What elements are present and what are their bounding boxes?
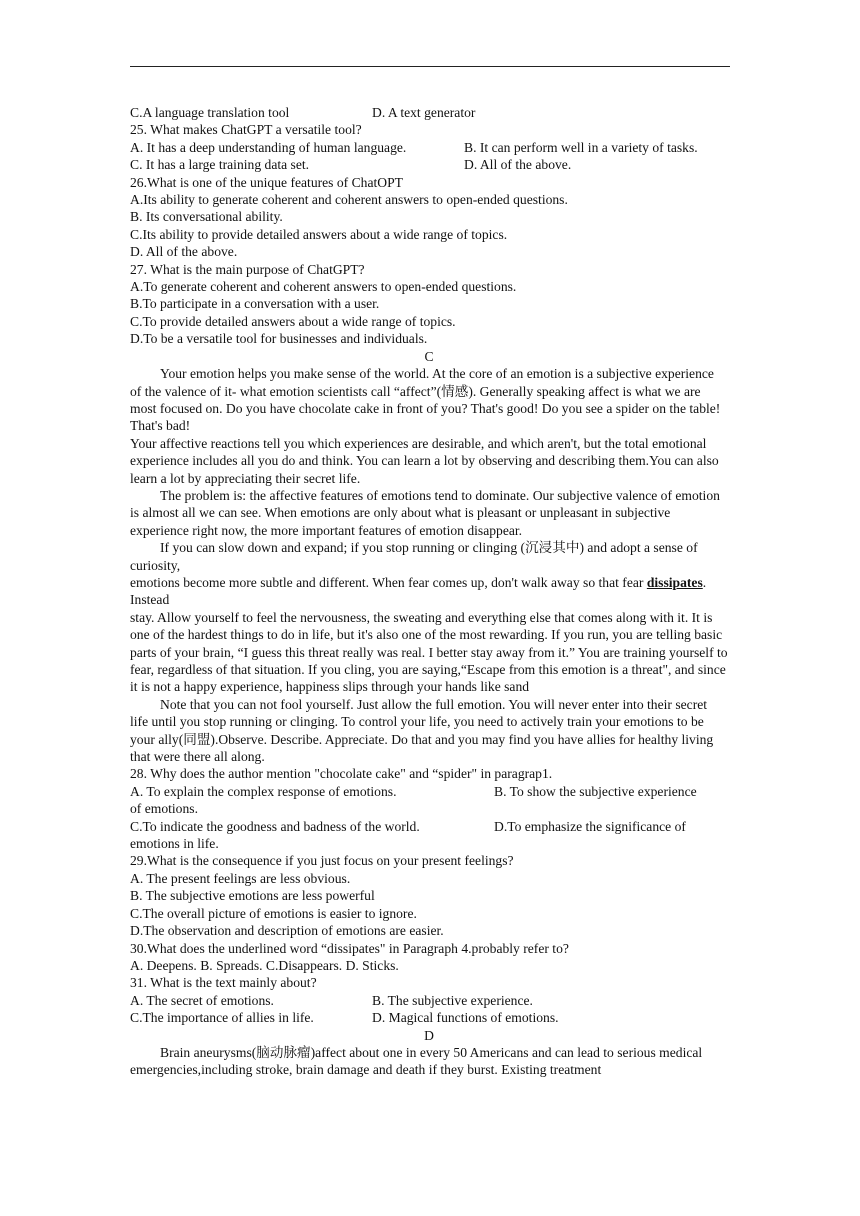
q31-option-a: A. The secret of emotions. [130, 992, 274, 1008]
q25-option-b: B. It can perform well in a variety of tasks. [464, 139, 698, 155]
q27-stem: 27. What is the main purpose of ChatGPT? [130, 261, 365, 277]
q26-option-a: A.Its ability to generate coherent and coherent answers to open-ended questions. [130, 192, 568, 208]
q27-option-a: A.To generate coherent and coherent answers to open-ended questions. [130, 279, 517, 295]
q26-option-c: C.Its ability to provide detailed answers about a wide range of topics. [130, 226, 508, 242]
p4c-text: . Instead [130, 574, 707, 608]
q25-options-cd [130, 156, 728, 173]
q24-option-d: D. A text generator [372, 105, 476, 120]
header-rule [130, 66, 730, 67]
passage-c-paragraph-4d: stay. Allow yourself to feel the nervousness, the sweating and everything else that comes along with it. It is one of the hardest things to do in life, but it's also one of the most rewarding. If you run, you are telling basic parts of your brain, “I guess this threat really was real. I better stay away from it.” You are training yourself to fear, regardless of that situation. If you cling, you are saying,“Escape from this emotion is a threat", and since it is not a happy experience, happiness slips through your hands like sand [130, 609, 728, 695]
q30-options: A. Deepens. B. Spreads. C.Disappears. D. Sticks. [130, 957, 399, 973]
q31-option-c: C.The importance of allies in life. [130, 1010, 314, 1026]
passage-c-heading: C [424, 348, 434, 364]
q28-option-c: C.To indicate the goodness and badness of the world. [130, 818, 420, 834]
document-page [130, 104, 728, 1079]
q26-option-b: B. Its conversational ability. [130, 209, 283, 225]
q28-option-d-cont: emotions in life. [130, 836, 219, 852]
q30-stem: 30.What does the underlined word “dissipates" in Paragraph 4.probably refer to? [130, 940, 569, 956]
q31-stem: 31. What is the text mainly about? [130, 975, 317, 991]
q25-option-d: D. All of the above. [464, 157, 572, 173]
underlined-word-dissipates: dissipates [646, 574, 703, 590]
q26-stem: 26.What is one of the unique features of ChatOPT [130, 174, 403, 190]
q28-options-cd [130, 818, 728, 835]
q25-options-ab [130, 139, 728, 156]
p4b-text: emotions become more subtle and different. When fear comes up, don't walk away so that fear [130, 574, 644, 590]
q28-option-a: A. To explain the complex response of emotions. [130, 783, 397, 799]
passage-c-paragraph-4a: If you can slow down and expand; if you stop running or clinging (沉浸其中) and adopt a sense of curiosity, [130, 540, 698, 573]
q31-option-b: B. The subjective experience. [372, 992, 533, 1008]
q31-options-cd [130, 1009, 728, 1026]
passage-c-paragraph-5: Note that you can not fool yourself. Just allow the full emotion. You will never enter into their secret life until you stop running or clinging. To control your life, you need to actively train your emotions to be your ally(同盟).Observe. Describe. Appreciate. Do that and you may find you have allies for healthy living that were there all along. [130, 696, 714, 765]
q28-option-b: B. To show the subjective experience [494, 783, 697, 799]
q28-option-b-cont: of emotions. [130, 801, 198, 817]
q29-option-c: C.The overall picture of emotions is easier to ignore. [130, 905, 417, 921]
q27-option-b: B.To participate in a conversation with a user. [130, 296, 380, 312]
passage-c-paragraph-2: Your affective reactions tell you which experiences are desirable, and which aren't, but the total emotional experience includes all you do and think. You can learn a lot by observing and describing them.You can also learn a lot by appreciating their secret life. [130, 435, 719, 486]
passage-c-paragraph-3: The problem is: the affective features of emotions tend to dominate. Our subjective valence of emotion is almost all we can see. When emotions are only about what is pleasant or unpleasant in subjective experience right now, the more important features of emotion disappear. [130, 487, 720, 538]
q25-option-a: A. It has a deep understanding of human language. [130, 139, 407, 155]
passage-c-paragraph-1: Your emotion helps you make sense of the world. At the core of an emotion is a subjective experience of the valence of it- what emotion scientists call “affect”(情感). Generally speaking affect is what we are most focused on. Do you have chocolate cake in front of you? That's good! Do you see a spider on the table! That's bad! [130, 366, 721, 434]
q25-option-c: C. It has a large training data set. [130, 157, 310, 173]
q24-options-cd [130, 104, 728, 121]
q29-option-a: A. The present feelings are less obvious. [130, 870, 351, 886]
q28-options-ab [130, 783, 728, 800]
q31-options-ab [130, 992, 728, 1009]
q27-option-c: C.To provide detailed answers about a wide range of topics. [130, 313, 456, 329]
q29-stem: 29.What is the consequence if you just focus on your present feelings? [130, 853, 514, 869]
q27-option-d: D.To be a versatile tool for businesses and individuals. [130, 331, 428, 347]
q25-stem: 25. What makes ChatGPT a versatile tool? [130, 122, 362, 138]
q28-option-d: D.To emphasize the significance of [494, 818, 686, 834]
passage-d-paragraph-1: Brain aneurysms(脑动脉瘤)affect about one in every 50 Americans and can lead to serious medical emergencies,including stroke, brain damage and death if they burst. Existing treatment [130, 1044, 703, 1078]
q24-option-c: C.A language translation tool [130, 105, 290, 120]
q31-option-d: D. Magical functions of emotions. [372, 1010, 559, 1026]
passage-d-heading: D [424, 1027, 434, 1043]
q26-option-d: D. All of the above. [130, 244, 238, 260]
q29-option-d: D.The observation and description of emotions are easier. [130, 923, 444, 939]
q28-stem: 28. Why does the author mention "chocolate cake" and “spider" in paragrap1. [130, 766, 553, 782]
passage-c-paragraph-4b [130, 574, 728, 609]
q29-option-b: B. The subjective emotions are less powerful [130, 888, 375, 904]
